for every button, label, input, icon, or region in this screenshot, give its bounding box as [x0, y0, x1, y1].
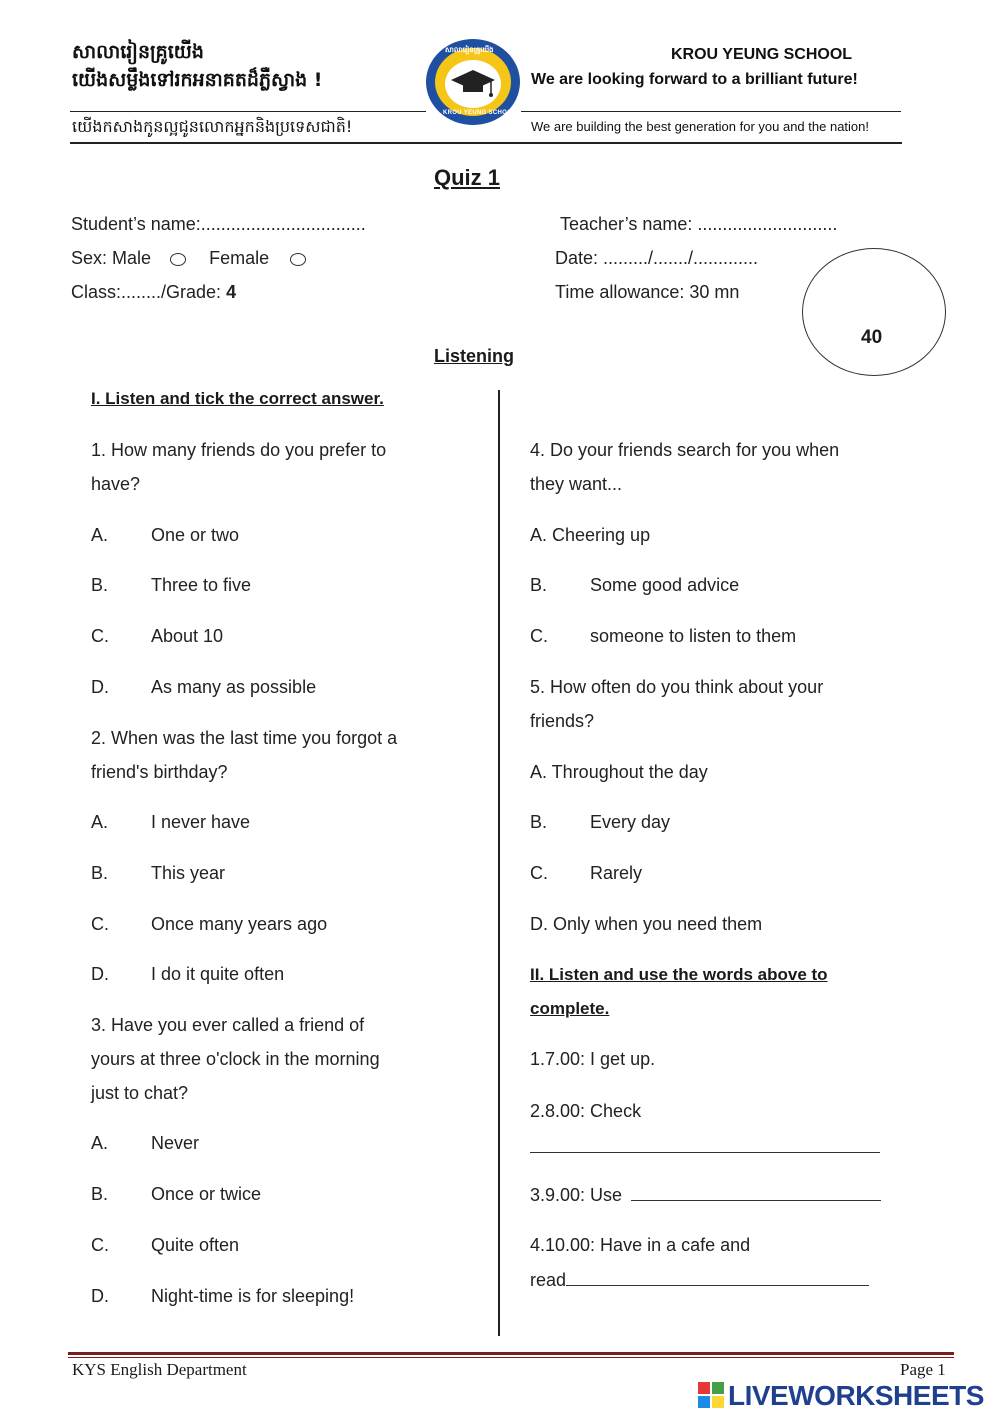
q5-b-text[interactable]: Every day: [590, 812, 671, 832]
q2-b-text[interactable]: This year: [151, 863, 226, 883]
q4-c-text[interactable]: someone to listen to them: [590, 626, 797, 646]
q3-c-letter[interactable]: C.: [91, 1235, 109, 1255]
part2-item4-label: read: [530, 1270, 567, 1290]
q2-c-text[interactable]: Once many years ago: [151, 914, 328, 934]
footer-rule-thin: [68, 1357, 954, 1358]
school-motto: We are looking forward to a brilliant future!: [531, 71, 858, 88]
q2-d-letter[interactable]: D.: [91, 964, 109, 984]
q4-line2: they want...: [530, 474, 623, 494]
khmer-school-name: សាលារៀនគ្រូយើង: [72, 41, 204, 63]
khmer-mission: យើងកសាងកូនល្អជូនលោកអ្នកនិងប្រទេសជាតិ!: [72, 117, 353, 136]
part2-item3-blank[interactable]: [631, 1184, 881, 1201]
score-value: 40: [861, 327, 883, 348]
q2-line1: 2. When was the last time you forgot a: [91, 728, 398, 748]
score-circle: [802, 248, 946, 376]
q5-line1: 5. How often do you think about your: [530, 677, 824, 697]
q4-a-option[interactable]: A. Cheering up: [530, 525, 651, 545]
header-bottom-rule: [70, 142, 902, 144]
footer-rule: [68, 1352, 954, 1355]
q5-d-option[interactable]: D. Only when you need them: [530, 914, 763, 934]
logo-text-top: សាលារៀនគ្រូយើង: [445, 47, 494, 54]
liveworksheets-logo[interactable]: [698, 1380, 998, 1410]
brand-square-green: [712, 1382, 724, 1394]
q2-b-letter[interactable]: B.: [91, 863, 109, 883]
q1-c-text[interactable]: About 10: [151, 626, 224, 646]
quiz-title: Quiz 1: [434, 165, 501, 190]
part1-heading: I. Listen and tick the correct answer.: [91, 389, 384, 408]
teacher-name-field[interactable]: Teacher’s name: ............................: [560, 214, 838, 234]
grade-value: 4: [226, 282, 237, 302]
date-field[interactable]: Date: ........./......./.............: [555, 248, 759, 268]
brand-square-red: [698, 1382, 710, 1394]
brand-square-yellow: [712, 1396, 724, 1408]
class-label: Class:......../Grade:: [71, 282, 227, 302]
part2-item4-line1: 4.10.00: Have in a cafe and: [530, 1235, 751, 1255]
liveworksheets-wordmark: LIVEWORKSHEETS: [728, 1380, 984, 1411]
q4-b-text[interactable]: Some good advice: [590, 575, 740, 595]
section-title: Listening: [434, 346, 514, 366]
sex-row: [71, 248, 306, 269]
footer-department: KYS English Department: [72, 1360, 247, 1379]
part2-item3: [530, 1184, 881, 1206]
q1-line2: have?: [91, 474, 141, 494]
column-divider: [498, 390, 500, 1336]
q2-a-letter[interactable]: A.: [91, 812, 109, 832]
q3-c-text[interactable]: Quite often: [151, 1235, 240, 1255]
part2-item4-line2: [530, 1269, 869, 1291]
q3-a-letter[interactable]: A.: [91, 1133, 109, 1153]
header-divider-left: [70, 111, 426, 112]
school-mission: We are building the best generation for you and the nation!: [531, 119, 869, 134]
q5-line2: friends?: [530, 711, 595, 731]
q3-d-letter[interactable]: D.: [91, 1286, 109, 1306]
time-allowance: Time allowance: 30 mn: [555, 282, 740, 302]
school-logo: [423, 36, 523, 128]
q1-b-letter[interactable]: B.: [91, 575, 109, 595]
q4-b-letter[interactable]: B.: [530, 575, 548, 595]
q2-d-text[interactable]: I do it quite often: [151, 964, 285, 984]
q1-b-text[interactable]: Three to five: [151, 575, 252, 595]
part2-item2-blank[interactable]: [530, 1152, 880, 1153]
footer-page-number: Page 1: [900, 1360, 946, 1379]
part2-item4-blank[interactable]: [566, 1269, 869, 1286]
q1-c-letter[interactable]: C.: [91, 626, 109, 646]
q1-line1: 1. How many friends do you prefer to: [91, 440, 387, 460]
sex-female-label: Female: [209, 248, 270, 268]
q3-line2: yours at three o'clock in the morning: [91, 1049, 380, 1069]
liveworksheets-icon: [698, 1382, 724, 1408]
q1-a-letter[interactable]: A.: [91, 525, 109, 545]
q5-a-option[interactable]: A. Throughout the day: [530, 762, 708, 782]
q5-b-letter[interactable]: B.: [530, 812, 548, 832]
q5-c-text[interactable]: Rarely: [590, 863, 643, 883]
part2-item2: 2.8.00: Check: [530, 1101, 642, 1121]
q4-line1: 4. Do your friends search for you when: [530, 440, 840, 460]
q3-b-text[interactable]: Once or twice: [151, 1184, 262, 1204]
q3-line3: just to chat?: [91, 1083, 189, 1103]
q3-d-text[interactable]: Night-time is for sleeping!: [151, 1286, 355, 1306]
q2-a-text[interactable]: I never have: [151, 812, 251, 832]
q1-a-text[interactable]: One or two: [151, 525, 240, 545]
school-name: KROU YEUNG SCHOOL: [671, 46, 853, 63]
brand-square-blue: [698, 1396, 710, 1408]
q2-c-letter[interactable]: C.: [91, 914, 109, 934]
logo-text-bottom: KROU YEUNG SCHOOL: [443, 110, 516, 116]
khmer-motto: យើងសម្លឹងទៅរកអនាគតដ៏ភ្លឺស្វាង !: [72, 69, 323, 91]
q3-line1: 3. Have you ever called a friend of: [91, 1015, 365, 1035]
q3-a-text[interactable]: Never: [151, 1133, 200, 1153]
q4-c-letter[interactable]: C.: [530, 626, 548, 646]
part2-heading-line2: complete.: [530, 999, 610, 1018]
q5-c-letter[interactable]: C.: [530, 863, 548, 883]
part2-item3-label: 3.9.00: Use: [530, 1185, 623, 1205]
class-grade-row: [71, 282, 236, 303]
part2-heading-line1: II. Listen and use the words above to: [530, 965, 828, 984]
male-radio[interactable]: [170, 253, 186, 266]
student-name-field[interactable]: Student’s name:.................................: [71, 214, 366, 234]
q1-d-text[interactable]: As many as possible: [151, 677, 317, 697]
q2-line2: friend's birthday?: [91, 762, 228, 782]
part2-item1: 1.7.00: I get up.: [530, 1049, 656, 1069]
female-radio[interactable]: [290, 253, 306, 266]
q3-b-letter[interactable]: B.: [91, 1184, 109, 1204]
header-divider-right: [521, 111, 901, 112]
sex-male-label: Sex: Male: [71, 248, 152, 268]
q1-d-letter[interactable]: D.: [91, 677, 109, 697]
